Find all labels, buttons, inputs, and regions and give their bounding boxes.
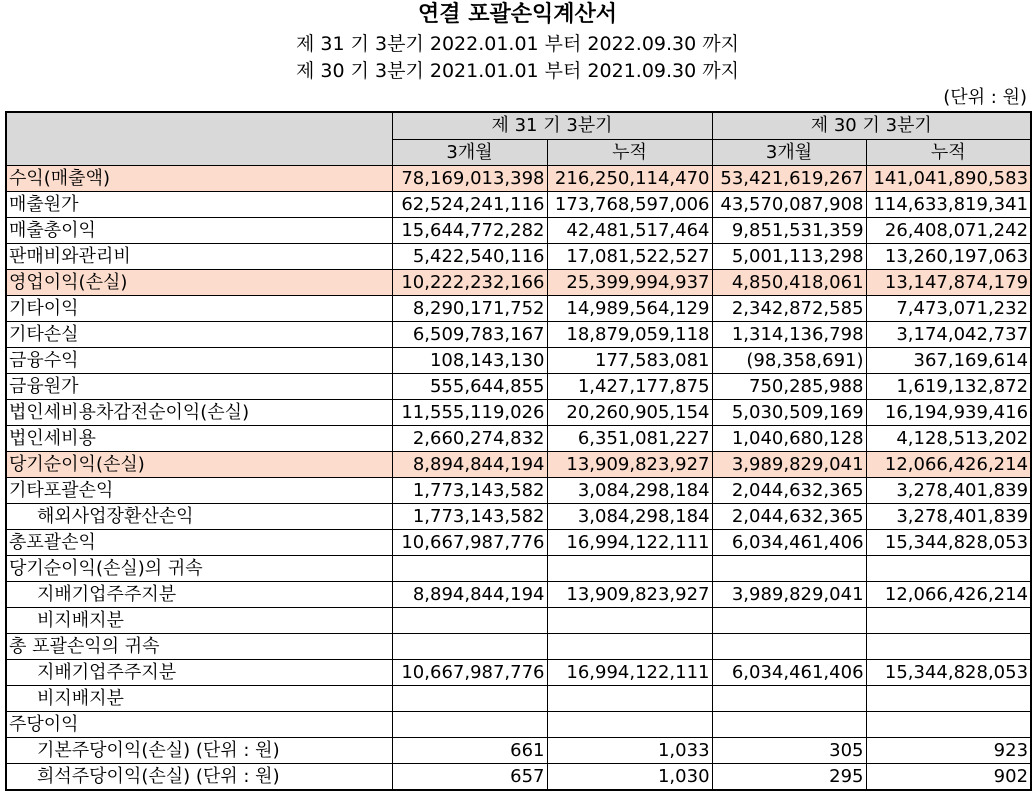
period-current: 제 31 기 3분기 2022.01.01 부터 2022.09.30 까지 — [296, 33, 739, 55]
value-cell: 6,351,081,227 — [547, 426, 712, 452]
row-label: 기본주당이익(손실) (단위 : 원) — [6, 738, 392, 764]
header-sub: 누적 — [866, 140, 1031, 166]
row-label: 매출원가 — [6, 192, 392, 218]
value-cell: 53,421,619,267 — [712, 166, 866, 192]
value-cell: 902 — [866, 764, 1031, 791]
value-cell: 3,084,298,184 — [547, 504, 712, 530]
row-label: 주당이익 — [6, 712, 392, 738]
value-cell: 11,555,119,026 — [392, 400, 547, 426]
value-cell: 1,773,143,582 — [392, 504, 547, 530]
value-cell: 12,066,426,214 — [866, 452, 1031, 478]
value-cell: 78,169,013,398 — [392, 166, 547, 192]
row-label: 비지배지분 — [6, 608, 392, 634]
table-row — [6, 244, 1031, 270]
header-blank — [6, 112, 392, 166]
value-cell: 4,128,513,202 — [866, 426, 1031, 452]
value-cell: 1,773,143,582 — [392, 478, 547, 504]
value-cell: 6,509,783,167 — [392, 322, 547, 348]
value-cell: 4,850,418,061 — [712, 270, 866, 296]
value-cell: 923 — [866, 738, 1031, 764]
table-row — [6, 582, 1031, 608]
value-cell — [547, 686, 712, 712]
value-cell: (98,358,691) — [712, 348, 866, 374]
table-row — [6, 218, 1031, 244]
value-cell: 20,260,905,154 — [547, 400, 712, 426]
value-cell — [392, 634, 547, 660]
value-cell: 26,408,071,242 — [866, 218, 1031, 244]
row-label: 희석주당이익(손실) (단위 : 원) — [6, 764, 392, 791]
value-cell: 5,422,540,116 — [392, 244, 547, 270]
value-cell: 9,851,531,359 — [712, 218, 866, 244]
row-label: 판매비와관리비 — [6, 244, 392, 270]
value-cell: 3,278,401,839 — [866, 478, 1031, 504]
value-cell: 2,044,632,365 — [712, 478, 866, 504]
value-cell — [866, 686, 1031, 712]
table-row — [6, 660, 1031, 686]
value-cell — [547, 712, 712, 738]
table-row — [6, 296, 1031, 322]
value-cell: 14,989,564,129 — [547, 296, 712, 322]
value-cell: 2,342,872,585 — [712, 296, 866, 322]
table-row — [6, 608, 1031, 634]
value-cell — [712, 712, 866, 738]
table-row — [6, 634, 1031, 660]
row-label: 영업이익(손실) — [6, 270, 392, 296]
value-cell: 108,143,130 — [392, 348, 547, 374]
value-cell: 2,660,274,832 — [392, 426, 547, 452]
value-cell: 114,633,819,341 — [866, 192, 1031, 218]
value-cell — [866, 634, 1031, 660]
value-cell: 8,894,844,194 — [392, 452, 547, 478]
value-cell: 17,081,522,527 — [547, 244, 712, 270]
value-cell — [392, 608, 547, 634]
value-cell — [547, 556, 712, 582]
row-label: 수익(매출액) — [6, 166, 392, 192]
table-row — [6, 322, 1031, 348]
value-cell: 16,194,939,416 — [866, 400, 1031, 426]
value-cell: 5,030,509,169 — [712, 400, 866, 426]
header-sub: 누적 — [547, 140, 712, 166]
value-cell: 1,427,177,875 — [547, 374, 712, 400]
value-cell: 1,033 — [547, 738, 712, 764]
value-cell: 12,066,426,214 — [866, 582, 1031, 608]
period-prior: 제 30 기 3분기 2021.01.01 부터 2021.09.30 까지 — [296, 60, 739, 82]
value-cell: 657 — [392, 764, 547, 791]
value-cell: 1,040,680,128 — [712, 426, 866, 452]
value-cell: 13,147,874,179 — [866, 270, 1031, 296]
header-sub: 3개월 — [392, 140, 547, 166]
value-cell: 10,222,232,166 — [392, 270, 547, 296]
value-cell — [392, 686, 547, 712]
row-label: 금융원가 — [6, 374, 392, 400]
table-row — [6, 270, 1031, 296]
value-cell — [547, 608, 712, 634]
value-cell: 13,909,823,927 — [547, 452, 712, 478]
row-label: 기타포괄손익 — [6, 478, 392, 504]
value-cell — [392, 556, 547, 582]
value-cell — [712, 686, 866, 712]
value-cell: 15,344,828,053 — [866, 530, 1031, 556]
value-cell: 177,583,081 — [547, 348, 712, 374]
table-row — [6, 738, 1031, 764]
value-cell: 141,041,890,583 — [866, 166, 1031, 192]
row-label: 기타손실 — [6, 322, 392, 348]
table-row — [6, 712, 1031, 738]
table-row — [6, 478, 1031, 504]
value-cell: 750,285,988 — [712, 374, 866, 400]
value-cell: 16,994,122,111 — [547, 660, 712, 686]
value-cell — [712, 608, 866, 634]
value-cell: 3,174,042,737 — [866, 322, 1031, 348]
row-label: 금융수익 — [6, 348, 392, 374]
value-cell: 1,030 — [547, 764, 712, 791]
value-cell: 15,644,772,282 — [392, 218, 547, 244]
row-label: 법인세비용 — [6, 426, 392, 452]
table-row — [6, 166, 1031, 192]
unit-note: (단위 : 원) — [943, 87, 1027, 108]
value-cell: 15,344,828,053 — [866, 660, 1031, 686]
statement-title: 연결 포괄손익계산서 — [418, 2, 617, 27]
value-cell: 2,044,632,365 — [712, 504, 866, 530]
value-cell: 42,481,517,464 — [547, 218, 712, 244]
value-cell: 6,034,461,406 — [712, 660, 866, 686]
value-cell: 3,989,829,041 — [712, 582, 866, 608]
value-cell: 3,278,401,839 — [866, 504, 1031, 530]
value-cell: 10,667,987,776 — [392, 530, 547, 556]
row-label: 총포괄손익 — [6, 530, 392, 556]
row-label: 비지배지분 — [6, 686, 392, 712]
row-label: 지배기업주주지분 — [6, 582, 392, 608]
row-label: 당기순이익(손실)의 귀속 — [6, 556, 392, 582]
row-label: 매출총이익 — [6, 218, 392, 244]
value-cell — [547, 634, 712, 660]
value-cell: 13,909,823,927 — [547, 582, 712, 608]
value-cell: 16,994,122,111 — [547, 530, 712, 556]
income-statement-table — [5, 111, 1032, 791]
value-cell: 555,644,855 — [392, 374, 547, 400]
value-cell: 43,570,087,908 — [712, 192, 866, 218]
value-cell: 18,879,059,118 — [547, 322, 712, 348]
value-cell: 13,260,197,063 — [866, 244, 1031, 270]
value-cell: 6,034,461,406 — [712, 530, 866, 556]
value-cell: 8,290,171,752 — [392, 296, 547, 322]
value-cell: 8,894,844,194 — [392, 582, 547, 608]
value-cell: 1,314,136,798 — [712, 322, 866, 348]
row-label: 기타이익 — [6, 296, 392, 322]
table-row — [6, 764, 1031, 791]
value-cell — [712, 634, 866, 660]
value-cell: 295 — [712, 764, 866, 791]
value-cell: 62,524,241,116 — [392, 192, 547, 218]
header-sub: 3개월 — [712, 140, 866, 166]
table-row — [6, 556, 1031, 582]
value-cell — [866, 556, 1031, 582]
table-row — [6, 426, 1031, 452]
value-cell: 216,250,114,470 — [547, 166, 712, 192]
table-row — [6, 400, 1031, 426]
header-period-31: 제 31 기 3분기 — [392, 112, 712, 140]
value-cell — [866, 608, 1031, 634]
value-cell: 305 — [712, 738, 866, 764]
table-row — [6, 530, 1031, 556]
value-cell: 367,169,614 — [866, 348, 1031, 374]
table-row — [6, 374, 1031, 400]
value-cell: 10,667,987,776 — [392, 660, 547, 686]
row-label: 총 포괄손익의 귀속 — [6, 634, 392, 660]
value-cell: 661 — [392, 738, 547, 764]
table-row — [6, 348, 1031, 374]
header-period-30: 제 30 기 3분기 — [712, 112, 1031, 140]
value-cell — [392, 712, 547, 738]
row-label: 지배기업주주지분 — [6, 660, 392, 686]
value-cell: 173,768,597,006 — [547, 192, 712, 218]
value-cell — [866, 712, 1031, 738]
value-cell: 7,473,071,232 — [866, 296, 1031, 322]
table-row — [6, 686, 1031, 712]
row-label: 당기순이익(손실) — [6, 452, 392, 478]
value-cell: 3,989,829,041 — [712, 452, 866, 478]
table-row — [6, 452, 1031, 478]
value-cell: 3,084,298,184 — [547, 478, 712, 504]
value-cell: 25,399,994,937 — [547, 270, 712, 296]
table-row — [6, 504, 1031, 530]
value-cell: 5,001,113,298 — [712, 244, 866, 270]
value-cell — [712, 556, 866, 582]
table-row — [6, 192, 1031, 218]
row-label: 법인세비용차감전순이익(손실) — [6, 400, 392, 426]
value-cell: 1,619,132,872 — [866, 374, 1031, 400]
row-label: 해외사업장환산손익 — [6, 504, 392, 530]
